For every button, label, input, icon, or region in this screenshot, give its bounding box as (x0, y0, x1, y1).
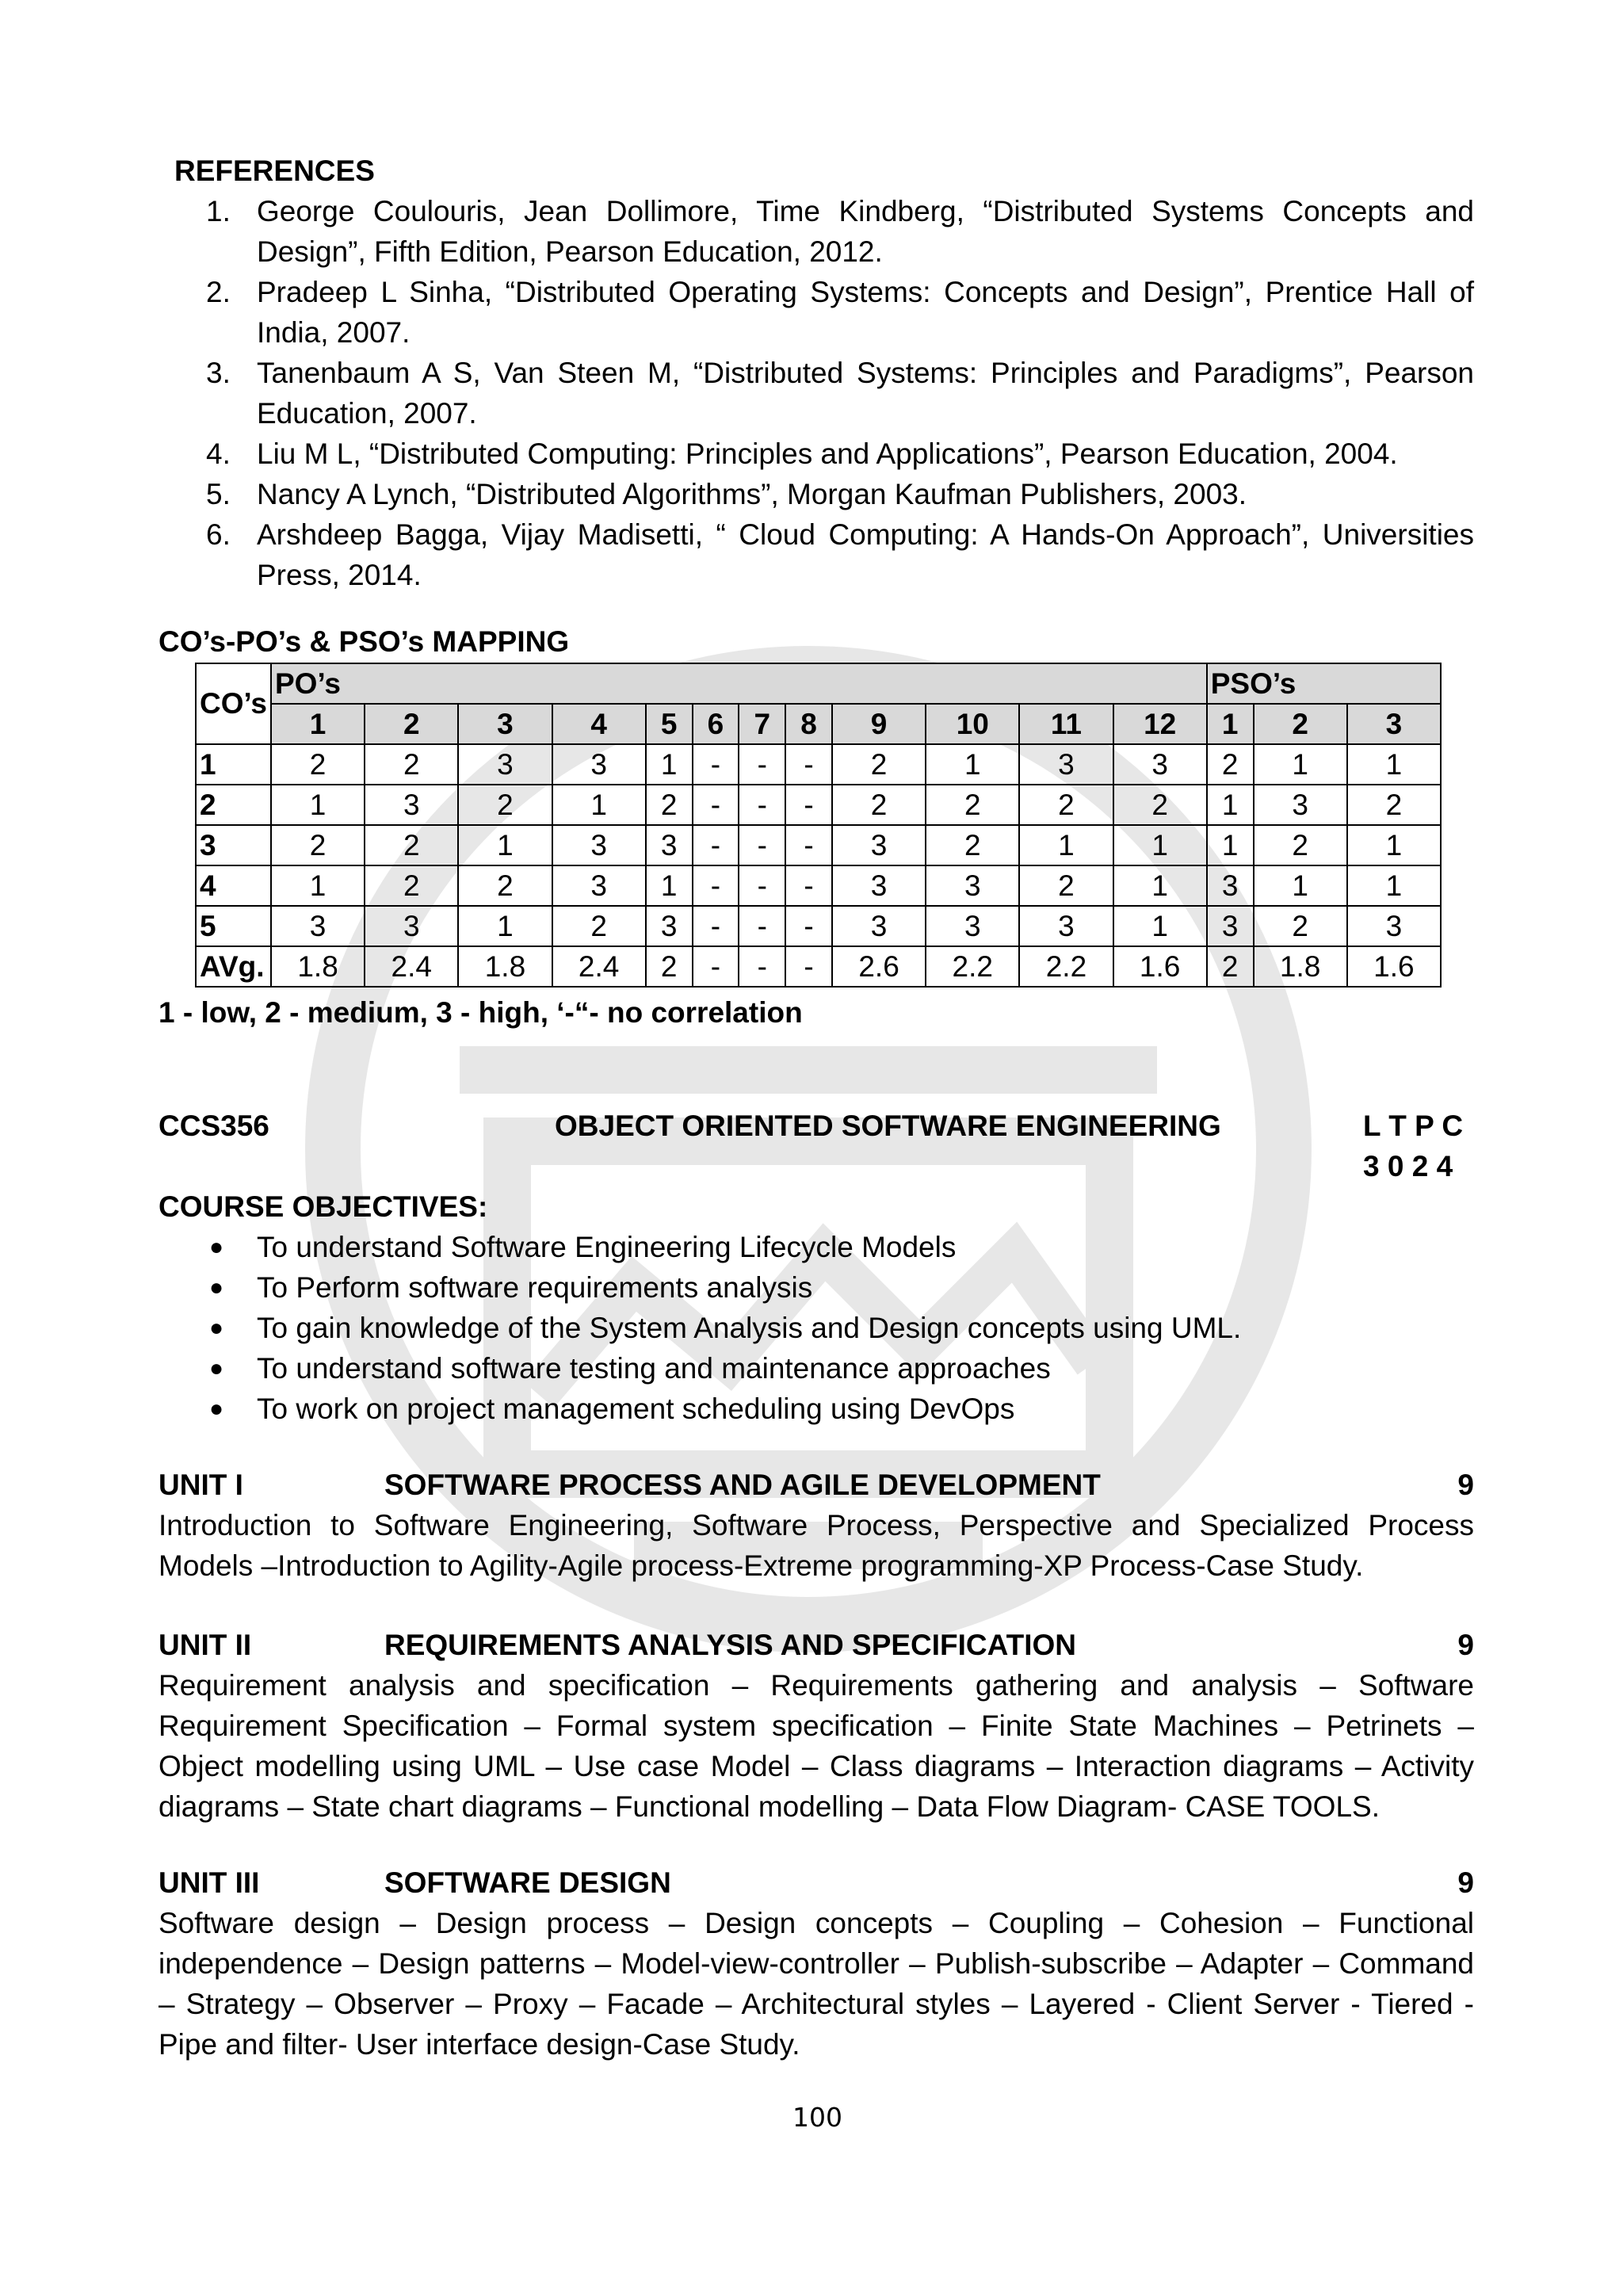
unit-hours: 9 (1457, 1629, 1474, 1661)
table-cell: - (739, 906, 785, 946)
table-row (196, 865, 1441, 906)
table-row (196, 744, 1441, 785)
table-cell: 3 (552, 825, 646, 865)
table-cell: 3 (1207, 865, 1254, 906)
table-row (196, 906, 1441, 946)
table-cell: - (785, 865, 832, 906)
table-cell: 3 (926, 865, 1019, 906)
ltpc-label: L T P C (1363, 1110, 1464, 1142)
unit-title: SOFTWARE DESIGN (384, 1866, 671, 1899)
corner-header: CO’s (196, 663, 271, 744)
column-header: 4 (552, 704, 646, 744)
table-cell: 1 (552, 785, 646, 825)
table-cell: 1.8 (1254, 946, 1347, 987)
bullet-icon: ● (209, 1355, 224, 1381)
unit-3 (158, 1862, 1474, 2065)
page-number: 100 (792, 2102, 842, 2133)
row-label: 2 (196, 785, 271, 825)
table-cell: 3 (1019, 906, 1113, 946)
table-cell: 1 (926, 744, 1019, 785)
row-label: 3 (196, 825, 271, 865)
table-cell: 3 (926, 906, 1019, 946)
table-cell: 2 (1113, 785, 1207, 825)
column-header: 12 (1113, 704, 1207, 744)
table-cell: - (693, 825, 739, 865)
table-cell: 2 (1254, 825, 1347, 865)
table-cell: 3 (832, 825, 926, 865)
co-po-mapping-table (195, 663, 1442, 988)
column-header: 10 (926, 704, 1019, 744)
column-header: 3 (458, 704, 552, 744)
table-cell: 3 (646, 906, 693, 946)
table-cell: 2 (271, 825, 365, 865)
pso-header: PSO’s (1207, 663, 1441, 704)
table-row (196, 825, 1441, 865)
row-label: 1 (196, 744, 271, 785)
row-label: 5 (196, 906, 271, 946)
table-cell: 1 (1347, 744, 1441, 785)
unit-1 (158, 1465, 1474, 1586)
table-cell: 2 (365, 744, 458, 785)
table-cell: 1 (1347, 825, 1441, 865)
table-cell: 2 (1207, 946, 1254, 987)
table-cell: 1 (271, 865, 365, 906)
column-header: 2 (365, 704, 458, 744)
table-cell: 2.2 (1019, 946, 1113, 987)
reference-item: 5. Nancy A Lynch, “Distributed Algorithms”, Morgan Kaufman Publishers, 2003. (206, 478, 1247, 510)
column-header: 9 (832, 704, 926, 744)
course-code: CCS356 (158, 1110, 269, 1142)
column-header: 5 (646, 704, 693, 744)
table-cell: 2.2 (926, 946, 1019, 987)
list-item: ● To understand software testing and maintenance approaches (257, 1348, 1241, 1389)
table-cell: 3 (365, 785, 458, 825)
unit-title: REQUIREMENTS ANALYSIS AND SPECIFICATION (384, 1629, 1077, 1661)
table-cell: 1 (1113, 865, 1207, 906)
table-cell: 2 (926, 825, 1019, 865)
bullet-icon: ● (209, 1396, 224, 1422)
table-cell: 3 (832, 906, 926, 946)
table-cell: 2 (832, 785, 926, 825)
table-cell: 2 (1254, 906, 1347, 946)
table-row (196, 946, 1441, 987)
table-cell: 3 (646, 825, 693, 865)
bullet-icon: ● (209, 1315, 224, 1341)
unit-number: UNIT II (158, 1629, 252, 1661)
po-header: PO’s (271, 663, 1207, 704)
table-cell: 3 (365, 906, 458, 946)
table-cell: - (693, 785, 739, 825)
table-cell: - (739, 865, 785, 906)
column-header: 8 (785, 704, 832, 744)
objectives-heading: COURSE OBJECTIVES: (158, 1190, 488, 1223)
table-cell: - (785, 906, 832, 946)
unit-number: UNIT I (158, 1469, 243, 1501)
table-cell: 1 (458, 825, 552, 865)
column-header: 7 (739, 704, 785, 744)
table-cell: 2 (832, 744, 926, 785)
table-row (196, 785, 1441, 825)
table-cell: 1 (1347, 865, 1441, 906)
reference-item: 2. Pradeep L Sinha, “Distributed Operating Systems: Concepts and Design”, Prentice Hall of India, 2007. (206, 276, 1474, 349)
table-cell: 1 (1254, 865, 1347, 906)
table-cell: 2 (552, 906, 646, 946)
table-cell: 3 (832, 865, 926, 906)
table-cell: 1 (1207, 825, 1254, 865)
reference-item: 1. George Coulouris, Jean Dollimore, Time Kindberg, “Distributed Systems Concepts and Design”, Fifth Edition, Pearson Education, 2012. (206, 195, 1474, 268)
correlation-legend: 1 - low, 2 - medium, 3 - high, ‘-“- no correlation (158, 996, 803, 1029)
unit-number: UNIT III (158, 1866, 260, 1899)
table-cell: 2 (271, 744, 365, 785)
table-cell: - (693, 865, 739, 906)
row-label: 4 (196, 865, 271, 906)
table-cell: 3 (1347, 906, 1441, 946)
references-list (158, 191, 1474, 595)
column-header: 1 (271, 704, 365, 744)
table-cell: - (739, 785, 785, 825)
table-cell: 1.8 (458, 946, 552, 987)
table-cell: 1 (458, 906, 552, 946)
references-heading: REFERENCES (174, 155, 375, 187)
list-item: ● To understand Software Engineering Lifecycle Models (257, 1227, 1241, 1267)
table-cell: 2 (1207, 744, 1254, 785)
row-label: AVg. (196, 946, 271, 987)
table-cell: 1.8 (271, 946, 365, 987)
column-header: 6 (693, 704, 739, 744)
table-cell: - (739, 946, 785, 987)
table-cell: 2 (646, 785, 693, 825)
table-cell: - (785, 946, 832, 987)
table-cell: 2 (365, 825, 458, 865)
table-cell: 2.6 (832, 946, 926, 987)
table-cell: - (785, 744, 832, 785)
table-cell: 1 (1019, 825, 1113, 865)
table-cell: 1 (1113, 825, 1207, 865)
table-header-row (196, 663, 1441, 704)
table-cell: 2 (458, 865, 552, 906)
table-cell: 3 (1207, 906, 1254, 946)
column-header: 1 (1207, 704, 1254, 744)
table-cell: 2 (1019, 785, 1113, 825)
table-cell: 2.4 (365, 946, 458, 987)
unit-body: Software design – Design process – Design concepts – Coupling – Cohesion – Functional independence – Design patterns – Model-view-controller – Publish-subscribe – Adapter – Command – Strategy – Observer – Proxy – Facade – Architectural styles – Layered - Client Server - Tiered - Pipe and filter- User interface design-Case Study. (158, 1907, 1474, 2061)
table-cell: 2 (365, 865, 458, 906)
table-cell: - (785, 785, 832, 825)
table-cell: 3 (1254, 785, 1347, 825)
table-cell: 2.4 (552, 946, 646, 987)
table-cell: - (785, 825, 832, 865)
table-cell: 3 (271, 906, 365, 946)
table-cell: 1 (646, 744, 693, 785)
table-cell: - (693, 946, 739, 987)
column-header: 11 (1019, 704, 1113, 744)
objectives-list (158, 1227, 1241, 1429)
table-cell: 3 (552, 865, 646, 906)
column-header: 3 (1347, 704, 1441, 744)
unit-title: SOFTWARE PROCESS AND AGILE DEVELOPMENT (384, 1469, 1101, 1501)
course-title: OBJECT ORIENTED SOFTWARE ENGINEERING (555, 1110, 1221, 1142)
mapping-heading: CO’s-PO’s & PSO’s MAPPING (158, 625, 570, 658)
table-cell: 2 (458, 785, 552, 825)
reference-item: 6. Arshdeep Bagga, Vijay Madisetti, “ Cloud Computing: A Hands-On Approach”, Universities Press, 2014. (206, 518, 1474, 591)
table-cell: 1 (1254, 744, 1347, 785)
reference-item: 4. Liu M L, “Distributed Computing: Principles and Applications”, Pearson Education, 2004. (206, 437, 1398, 470)
table-cell: 3 (1019, 744, 1113, 785)
table-cell: 2 (1019, 865, 1113, 906)
table-cell: - (693, 744, 739, 785)
table-cell: 2 (646, 946, 693, 987)
unit-header (158, 1625, 1474, 1665)
list-item: ● To gain knowledge of the System Analysis and Design concepts using UML. (257, 1308, 1241, 1348)
reference-item: 3. Tanenbaum A S, Van Steen M, “Distributed Systems: Principles and Paradigms”, Pearson Education, 2007. (206, 357, 1474, 430)
unit-hours: 9 (1457, 1469, 1474, 1501)
table-cell: 1 (271, 785, 365, 825)
table-column-row (196, 704, 1441, 744)
table-cell: - (739, 744, 785, 785)
bullet-icon: ● (209, 1274, 224, 1301)
table-cell: - (739, 825, 785, 865)
unit-hours: 9 (1457, 1866, 1474, 1899)
table-cell: 1.6 (1113, 946, 1207, 987)
table-cell: 2 (926, 785, 1019, 825)
unit-header (158, 1862, 1474, 1903)
table-cell: 1 (1113, 906, 1207, 946)
table-cell: 3 (1113, 744, 1207, 785)
table-cell: 1 (1207, 785, 1254, 825)
unit-body: Requirement analysis and specification – Requirements gathering and analysis – Software Requirement Specification – Formal system specification – Finite State Machines – Petrinets – Object modelling using UML – Use case Model – Class diagrams – Interaction diagrams – Activity diagrams – State chart diagrams – Functional modelling – Data Flow Diagram- CASE TOOLS. (158, 1669, 1474, 1823)
list-item: ● To work on project management scheduling using DevOps (257, 1389, 1241, 1429)
unit-body: Introduction to Software Engineering, Software Process, Perspective and Specialized Process Models –Introduction to Agility-Agile process-Extreme programming-XP Process-Case Study. (158, 1509, 1474, 1582)
column-header: 2 (1254, 704, 1347, 744)
table-cell: 1 (646, 865, 693, 906)
unit-2 (158, 1625, 1474, 1827)
table-cell: 1.6 (1347, 946, 1441, 987)
unit-header (158, 1465, 1474, 1505)
table-cell: - (693, 906, 739, 946)
table-cell: 2 (1347, 785, 1441, 825)
table-cell: 3 (552, 744, 646, 785)
table-cell: 3 (458, 744, 552, 785)
ltpc-values: 3 0 2 4 (1363, 1150, 1453, 1182)
ltpc-block (1363, 1106, 1474, 1186)
list-item: ● To Perform software requirements analysis (257, 1267, 1241, 1308)
bullet-icon: ● (209, 1234, 224, 1260)
